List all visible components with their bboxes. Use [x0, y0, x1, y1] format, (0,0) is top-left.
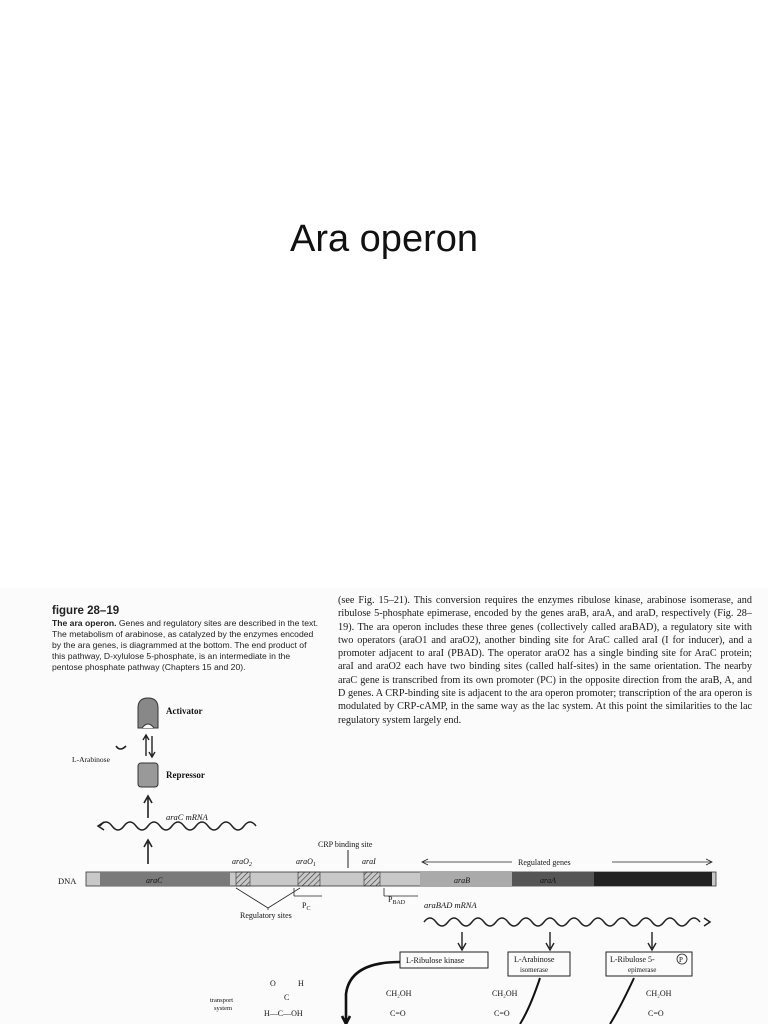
arao2-label: araO$_2$: [232, 857, 252, 868]
arao1-label: araO$_1$: [296, 857, 316, 868]
crp-site-label: CRP binding site: [318, 840, 373, 849]
enzyme-isomerase-label-1: L-Arabinose: [514, 955, 555, 964]
arab-gene-label: araB: [454, 876, 470, 885]
pbad-label: $P_{BAD}$: [388, 895, 406, 906]
scanned-figure: [0, 588, 768, 1024]
figure-label: figure 28–19: [52, 605, 120, 617]
transport-label-2: system: [214, 1005, 233, 1012]
arai-label: araI: [362, 857, 376, 866]
repressor-protein-icon: [138, 763, 158, 787]
arabad-mrna-wave: [424, 918, 700, 926]
up-arrow-icon: [144, 840, 152, 864]
transport-label-1: transport: [210, 997, 234, 1004]
activator-label: Activator: [166, 706, 203, 716]
arabinose-label: L-Arabinose: [72, 755, 110, 764]
down-arrow-icon: [648, 932, 656, 950]
chem-c-label: C: [284, 993, 290, 1002]
caption-text: Genes and regulatory sites are described in the text. The metabolism of arabinose, as catalyzed by the enzymes encoded by the ara genes, is diagrammed at the bottom. The end product of this pathway, D-xylulose 5-phosphate, is an intermediate in the pentose phosphate pathway (Chapters 15 and 20).: [52, 618, 319, 672]
chem-co-3: C=O: [648, 1009, 664, 1018]
equilibrium-arrows-icon: [143, 735, 155, 757]
up-arrow-icon: [144, 796, 152, 818]
arabad-mrna-label: araBAD mRNA: [424, 900, 477, 910]
curved-arrow-icon: [520, 978, 540, 1024]
curved-arrow-icon: [610, 978, 634, 1024]
dna-label: DNA: [58, 876, 77, 886]
down-arrow-icon: [458, 932, 466, 950]
arac-mrna-wave: [100, 822, 256, 830]
chem-ch2oh-3: CH₂OH: [646, 989, 672, 998]
enzyme-isomerase-label-2: isomerase: [520, 966, 548, 974]
regulated-genes-label: Regulated genes: [518, 858, 571, 867]
chem-hcoh-label: H—C—OH: [264, 1009, 303, 1018]
arabinose-icon: [116, 746, 126, 749]
activator-protein-icon: [138, 698, 158, 728]
enzyme-epimerase-label-2: epimerase: [628, 966, 657, 974]
enzyme-epimerase-label-1: L-Ribulose 5-: [610, 955, 655, 964]
chem-h-label: H: [298, 979, 304, 988]
body-paragraph: (see Fig. 15–21). This conversion requires the enzymes ribulose kinase, arabinose isomerase, and ribulose 5-phosphate epimerase, encoded by the genes araB, araA, and araD, respectively (Fig. 28–19). The ara operon includes these three genes (collectively called araBAD), a regulatory site with two operators (araO1 and araO2), another binding site for AraC called araI (I for inducer), and a promoter adjacent to araI (PBAD). The operator araO2 has a single binding site for AraC protein; araI and araO2 each have two binding sites (called half-sites) in the same orientation. The nearby araC gene is transcribed from its own promoter (PC) in the opposite direction from the araB, A, and D genes. A CRP-binding site is adjacent to the ara operon promoter; transcription of the ara operon is modulated by CRP-cAMP, in the same way as the lac system. At this point the similarities to the lac regulatory system largely end.: [338, 595, 752, 726]
regulatory-sites-bracket: [236, 888, 300, 910]
ara-operon-diagram: [0, 588, 768, 1024]
arac-mrna-label: araC mRNA: [166, 812, 208, 822]
chem-ch2oh-2: CH₂OH: [492, 989, 518, 998]
caption-bold: The ara operon.: [52, 618, 117, 628]
enzyme-kinase-label: L-Ribulose kinase: [406, 956, 465, 965]
repressor-label: Repressor: [166, 770, 205, 780]
chem-o-label: O: [270, 979, 276, 988]
chem-co-1: C=O: [390, 1009, 406, 1018]
down-arrow-icon: [546, 932, 554, 950]
dna-strand: [86, 872, 716, 886]
araa-gene-label: araA: [540, 876, 556, 885]
arac-gene-label: araC: [146, 876, 163, 885]
chem-ch2oh-1: CH₂OH: [386, 989, 412, 998]
chem-co-2: C=O: [494, 1009, 510, 1018]
slide-title: Ara operon: [289, 218, 478, 260]
phosphate-label: P: [679, 956, 683, 964]
regulatory-sites-label: Regulatory sites: [240, 911, 292, 920]
pc-label: $P_C$: [302, 901, 311, 912]
